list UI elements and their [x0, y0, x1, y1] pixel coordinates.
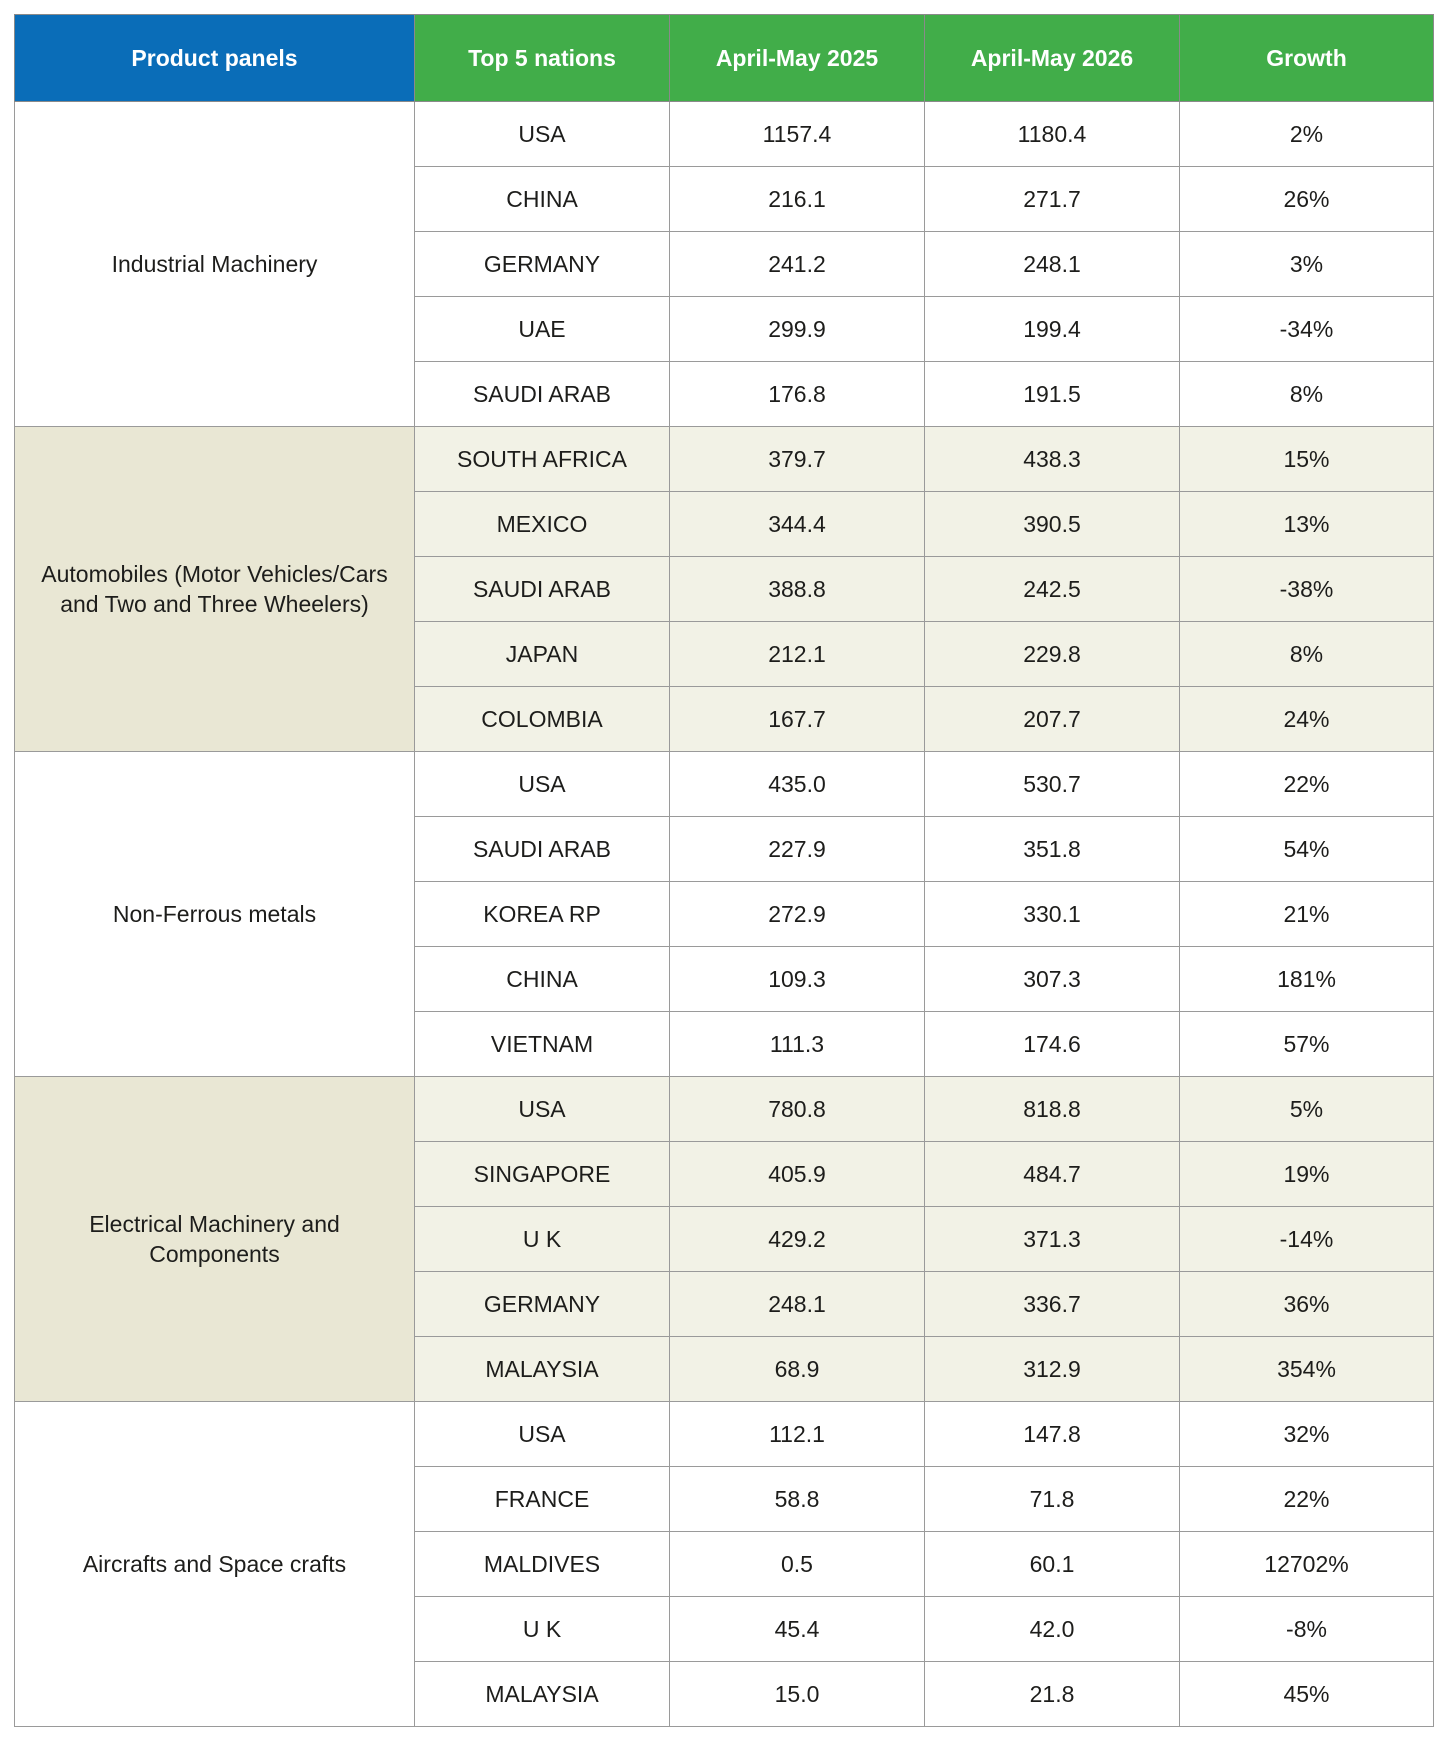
- value-2025-cell: 167.7: [670, 687, 925, 752]
- growth-cell: 12702%: [1180, 1532, 1434, 1597]
- nation-cell: SAUDI ARAB: [415, 557, 670, 622]
- nation-cell: GERMANY: [415, 1272, 670, 1337]
- growth-cell: 22%: [1180, 1467, 1434, 1532]
- value-2025-cell: 379.7: [670, 427, 925, 492]
- value-2026-cell: 21.8: [925, 1662, 1180, 1727]
- nation-cell: USA: [415, 1077, 670, 1142]
- nation-cell: USA: [415, 752, 670, 817]
- value-2025-cell: 68.9: [670, 1337, 925, 1402]
- value-2026-cell: 174.6: [925, 1012, 1180, 1077]
- header-april-may-2025: April-May 2025: [670, 15, 925, 102]
- growth-cell: 5%: [1180, 1077, 1434, 1142]
- value-2026-cell: 312.9: [925, 1337, 1180, 1402]
- value-2025-cell: 15.0: [670, 1662, 925, 1727]
- product-panel-label: Automobiles (Motor Vehicles/Cars: [41, 561, 388, 587]
- value-2025-cell: 241.2: [670, 232, 925, 297]
- value-2026-cell: 484.7: [925, 1142, 1180, 1207]
- growth-cell: 2%: [1180, 102, 1434, 167]
- value-2025-cell: 299.9: [670, 297, 925, 362]
- value-2026-cell: 330.1: [925, 882, 1180, 947]
- header-row: [15, 15, 1434, 102]
- value-2026-cell: 199.4: [925, 297, 1180, 362]
- growth-cell: -8%: [1180, 1597, 1434, 1662]
- growth-cell: 19%: [1180, 1142, 1434, 1207]
- value-2026-cell: 307.3: [925, 947, 1180, 1012]
- growth-cell: 54%: [1180, 817, 1434, 882]
- nation-cell: USA: [415, 1402, 670, 1467]
- growth-cell: 3%: [1180, 232, 1434, 297]
- product-panel-label: Aircrafts and Space crafts: [82, 1551, 347, 1577]
- value-2025-cell: 111.3: [670, 1012, 925, 1077]
- value-2026-cell: 229.8: [925, 622, 1180, 687]
- product-panel-label: Non-Ferrous metals: [112, 901, 317, 927]
- value-2025-cell: 388.8: [670, 557, 925, 622]
- table-body: [15, 102, 1434, 1727]
- nation-cell: KOREA RP: [415, 882, 670, 947]
- header-product-panels: Product panels: [15, 15, 415, 102]
- value-2026-cell: 371.3: [925, 1207, 1180, 1272]
- product-panel-label: Industrial Machinery: [111, 251, 318, 277]
- table-row: [15, 102, 1434, 167]
- growth-cell: 24%: [1180, 687, 1434, 752]
- value-2025-cell: 405.9: [670, 1142, 925, 1207]
- value-2026-cell: 242.5: [925, 557, 1180, 622]
- header-growth: Growth: [1180, 15, 1434, 102]
- value-2026-cell: 271.7: [925, 167, 1180, 232]
- value-2025-cell: 216.1: [670, 167, 925, 232]
- product-panel-cell: [15, 752, 415, 1077]
- growth-cell: -14%: [1180, 1207, 1434, 1272]
- growth-cell: 32%: [1180, 1402, 1434, 1467]
- product-panel-cell: [15, 427, 415, 752]
- nation-cell: SAUDI ARAB: [415, 362, 670, 427]
- value-2025-cell: 435.0: [670, 752, 925, 817]
- growth-cell: 15%: [1180, 427, 1434, 492]
- value-2026-cell: 147.8: [925, 1402, 1180, 1467]
- growth-cell: -38%: [1180, 557, 1434, 622]
- table-container: [14, 14, 1433, 1727]
- nation-cell: CHINA: [415, 167, 670, 232]
- value-2025-cell: 109.3: [670, 947, 925, 1012]
- nation-cell: JAPAN: [415, 622, 670, 687]
- growth-cell: 13%: [1180, 492, 1434, 557]
- growth-cell: 354%: [1180, 1337, 1434, 1402]
- product-panel-label: and Two and Three Wheelers): [60, 591, 369, 617]
- nation-cell: FRANCE: [415, 1467, 670, 1532]
- product-panel-label: Electrical Machinery and Components: [89, 1211, 340, 1267]
- nation-cell: SOUTH AFRICA: [415, 427, 670, 492]
- nation-cell: GERMANY: [415, 232, 670, 297]
- table-row: [15, 752, 1434, 817]
- growth-cell: 36%: [1180, 1272, 1434, 1337]
- table-row: [15, 1402, 1434, 1467]
- product-panel-cell: [15, 1402, 415, 1727]
- nation-cell: MALAYSIA: [415, 1662, 670, 1727]
- table-row: [15, 427, 1434, 492]
- nation-cell: CHINA: [415, 947, 670, 1012]
- header-april-may-2026: April-May 2026: [925, 15, 1180, 102]
- value-2026-cell: 336.7: [925, 1272, 1180, 1337]
- value-2026-cell: 248.1: [925, 232, 1180, 297]
- growth-cell: 45%: [1180, 1662, 1434, 1727]
- value-2026-cell: 71.8: [925, 1467, 1180, 1532]
- growth-cell: 26%: [1180, 167, 1434, 232]
- value-2025-cell: 248.1: [670, 1272, 925, 1337]
- nation-cell: SAUDI ARAB: [415, 817, 670, 882]
- value-2025-cell: 58.8: [670, 1467, 925, 1532]
- value-2025-cell: 45.4: [670, 1597, 925, 1662]
- nation-cell: MEXICO: [415, 492, 670, 557]
- export-table: [14, 14, 1434, 1727]
- value-2026-cell: 351.8: [925, 817, 1180, 882]
- value-2025-cell: 272.9: [670, 882, 925, 947]
- value-2025-cell: 344.4: [670, 492, 925, 557]
- value-2026-cell: 191.5: [925, 362, 1180, 427]
- growth-cell: 22%: [1180, 752, 1434, 817]
- growth-cell: 181%: [1180, 947, 1434, 1012]
- value-2026-cell: 530.7: [925, 752, 1180, 817]
- nation-cell: U K: [415, 1207, 670, 1272]
- value-2025-cell: 212.1: [670, 622, 925, 687]
- nation-cell: MALDIVES: [415, 1532, 670, 1597]
- table-row: [15, 1077, 1434, 1142]
- value-2026-cell: 438.3: [925, 427, 1180, 492]
- product-panel-cell: [15, 102, 415, 427]
- nation-cell: UAE: [415, 297, 670, 362]
- growth-cell: -34%: [1180, 297, 1434, 362]
- value-2026-cell: 818.8: [925, 1077, 1180, 1142]
- nation-cell: U K: [415, 1597, 670, 1662]
- value-2025-cell: 176.8: [670, 362, 925, 427]
- nation-cell: VIETNAM: [415, 1012, 670, 1077]
- value-2026-cell: 207.7: [925, 687, 1180, 752]
- value-2025-cell: 0.5: [670, 1532, 925, 1597]
- value-2026-cell: 42.0: [925, 1597, 1180, 1662]
- product-panel-cell: [15, 1077, 415, 1402]
- nation-cell: MALAYSIA: [415, 1337, 670, 1402]
- growth-cell: 8%: [1180, 622, 1434, 687]
- value-2025-cell: 780.8: [670, 1077, 925, 1142]
- value-2026-cell: 390.5: [925, 492, 1180, 557]
- growth-cell: 8%: [1180, 362, 1434, 427]
- value-2025-cell: 429.2: [670, 1207, 925, 1272]
- nation-cell: USA: [415, 102, 670, 167]
- value-2025-cell: 1157.4: [670, 102, 925, 167]
- nation-cell: COLOMBIA: [415, 687, 670, 752]
- growth-cell: 21%: [1180, 882, 1434, 947]
- value-2026-cell: 1180.4: [925, 102, 1180, 167]
- header-top-nations: Top 5 nations: [415, 15, 670, 102]
- value-2025-cell: 112.1: [670, 1402, 925, 1467]
- value-2026-cell: 60.1: [925, 1532, 1180, 1597]
- value-2025-cell: 227.9: [670, 817, 925, 882]
- growth-cell: 57%: [1180, 1012, 1434, 1077]
- nation-cell: SINGAPORE: [415, 1142, 670, 1207]
